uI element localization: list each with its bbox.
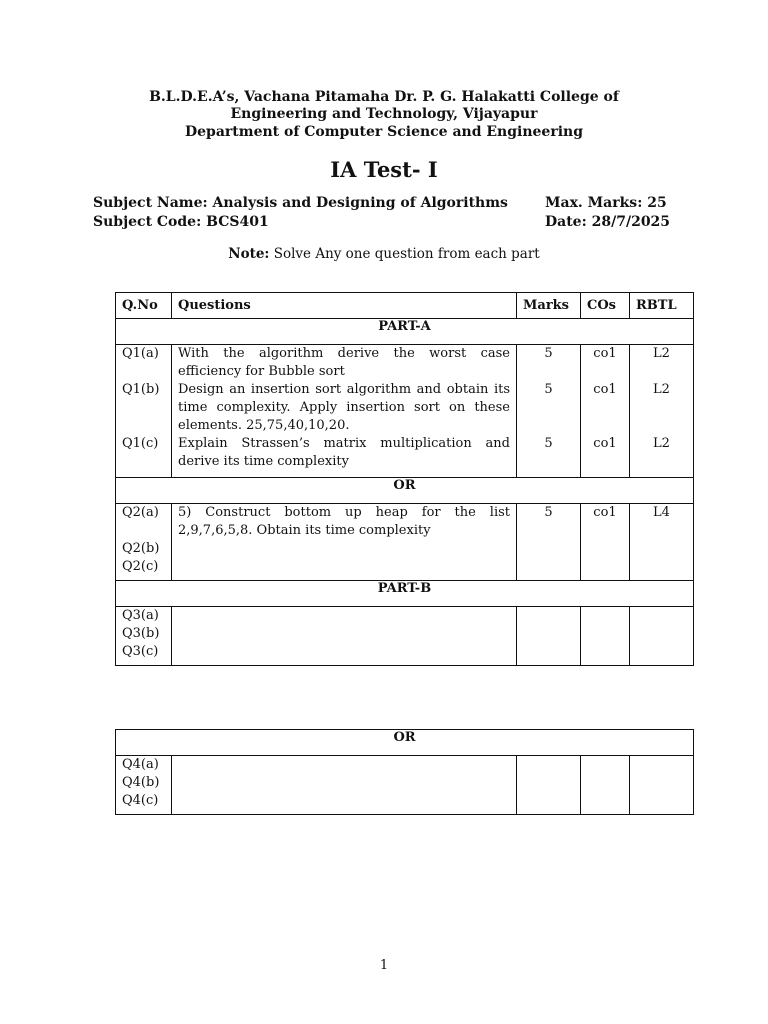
- question-table-part-b-alt: [115, 729, 694, 815]
- marks-cell: [517, 625, 581, 643]
- question-cell: [172, 643, 517, 666]
- qno-cell: Q4(c): [116, 792, 172, 815]
- question-cell: [172, 625, 517, 643]
- section-part-a: [116, 319, 694, 345]
- rbtl-cell: L2: [630, 381, 694, 435]
- question-table: [115, 292, 694, 666]
- header-qno: Q.No: [116, 293, 172, 319]
- table-row: [116, 540, 694, 558]
- part-b-label: PART-B: [116, 581, 694, 607]
- page-number: 1: [379, 958, 389, 973]
- co-cell: [581, 774, 630, 792]
- table-row: [116, 643, 694, 666]
- qno-cell: Q4(b): [116, 774, 172, 792]
- rbtl-cell: [630, 540, 694, 558]
- table-row: [116, 792, 694, 815]
- section-or-2: [116, 730, 694, 756]
- header-cos: COs: [581, 293, 630, 319]
- co-cell: [581, 558, 630, 581]
- college-name-line2: Engineering and Technology, Vijayapur: [230, 106, 538, 122]
- question-cell: [172, 774, 517, 792]
- table-row: [116, 756, 694, 775]
- table-row: [116, 774, 694, 792]
- marks-cell: [517, 792, 581, 815]
- qno-cell: Q3(a): [116, 607, 172, 626]
- note-label: Note:: [228, 246, 270, 262]
- rbtl-cell: [630, 607, 694, 626]
- question-cell: [172, 558, 517, 581]
- co-cell: co1: [581, 381, 630, 435]
- or-label: OR: [116, 478, 694, 504]
- header-questions: Questions: [172, 293, 517, 319]
- exam-date: Date: 28/7/2025: [545, 214, 671, 230]
- co-cell: [581, 625, 630, 643]
- marks-cell: 5: [517, 435, 581, 478]
- subject-name: Subject Name: Analysis and Designing of Algorithms: [93, 195, 508, 211]
- question-cell: With the algorithm derive the worst case efficiency for Bubble sort: [172, 345, 517, 382]
- rbtl-cell: L2: [630, 345, 694, 382]
- section-part-b: [116, 581, 694, 607]
- qno-cell: Q3(b): [116, 625, 172, 643]
- table-row: [116, 504, 694, 541]
- header-marks: Marks: [517, 293, 581, 319]
- question-cell: [172, 607, 517, 626]
- table-row: [116, 607, 694, 626]
- marks-cell: [517, 774, 581, 792]
- qno-cell: Q1(a): [116, 345, 172, 382]
- department-name: Department of Computer Science and Engineering: [185, 124, 583, 140]
- qno-cell: Q2(a): [116, 504, 172, 541]
- test-title: IA Test- I: [330, 157, 438, 182]
- or-label: OR: [116, 730, 694, 756]
- rbtl-cell: [630, 774, 694, 792]
- max-marks: Max. Marks: 25: [545, 195, 667, 211]
- rbtl-cell: L2: [630, 435, 694, 478]
- part-a-label: PART-A: [116, 319, 694, 345]
- co-cell: co1: [581, 435, 630, 478]
- marks-cell: [517, 558, 581, 581]
- marks-cell: [517, 643, 581, 666]
- table-row: [116, 345, 694, 382]
- note: [0, 246, 768, 262]
- question-cell: 5) Construct bottom up heap for the list 2,9,7,6,5,8. Obtain its time complexity: [172, 504, 517, 541]
- marks-cell: 5: [517, 504, 581, 541]
- question-cell: Explain Strassen’s matrix multiplication and derive its time complexity: [172, 435, 517, 478]
- table-row: [116, 625, 694, 643]
- table-row: [116, 558, 694, 581]
- co-cell: [581, 756, 630, 775]
- co-cell: [581, 643, 630, 666]
- section-or-1: [116, 478, 694, 504]
- table-row: [116, 381, 694, 435]
- table-header-row: [116, 293, 694, 319]
- rbtl-cell: [630, 756, 694, 775]
- marks-cell: [517, 756, 581, 775]
- qno-cell: Q4(a): [116, 756, 172, 775]
- marks-cell: [517, 607, 581, 626]
- qno-cell: Q2(b): [116, 540, 172, 558]
- qno-cell: Q1(c): [116, 435, 172, 478]
- qno-cell: Q1(b): [116, 381, 172, 435]
- subject-code: Subject Code: BCS401: [93, 214, 269, 230]
- question-cell: [172, 540, 517, 558]
- note-text: Solve Any one question from each part: [273, 246, 540, 262]
- header-rbtl: RBTL: [630, 293, 694, 319]
- qno-cell: Q2(c): [116, 558, 172, 581]
- marks-cell: [517, 540, 581, 558]
- rbtl-cell: L4: [630, 504, 694, 541]
- rbtl-cell: [630, 643, 694, 666]
- rbtl-cell: [630, 558, 694, 581]
- marks-cell: 5: [517, 381, 581, 435]
- co-cell: [581, 792, 630, 815]
- qno-cell: Q3(c): [116, 643, 172, 666]
- co-cell: [581, 607, 630, 626]
- table-row: [116, 435, 694, 478]
- question-cell: [172, 792, 517, 815]
- co-cell: co1: [581, 345, 630, 382]
- rbtl-cell: [630, 625, 694, 643]
- rbtl-cell: [630, 792, 694, 815]
- marks-cell: 5: [517, 345, 581, 382]
- co-cell: [581, 540, 630, 558]
- college-name-line1: B.L.D.E.A’s, Vachana Pitamaha Dr. P. G. Halakatti College of: [149, 89, 619, 105]
- question-cell: Design an insertion sort algorithm and obtain its time complexity. Apply insertion sort on these elements. 25,75,40,10,20.: [172, 381, 517, 435]
- question-cell: [172, 756, 517, 775]
- co-cell: co1: [581, 504, 630, 541]
